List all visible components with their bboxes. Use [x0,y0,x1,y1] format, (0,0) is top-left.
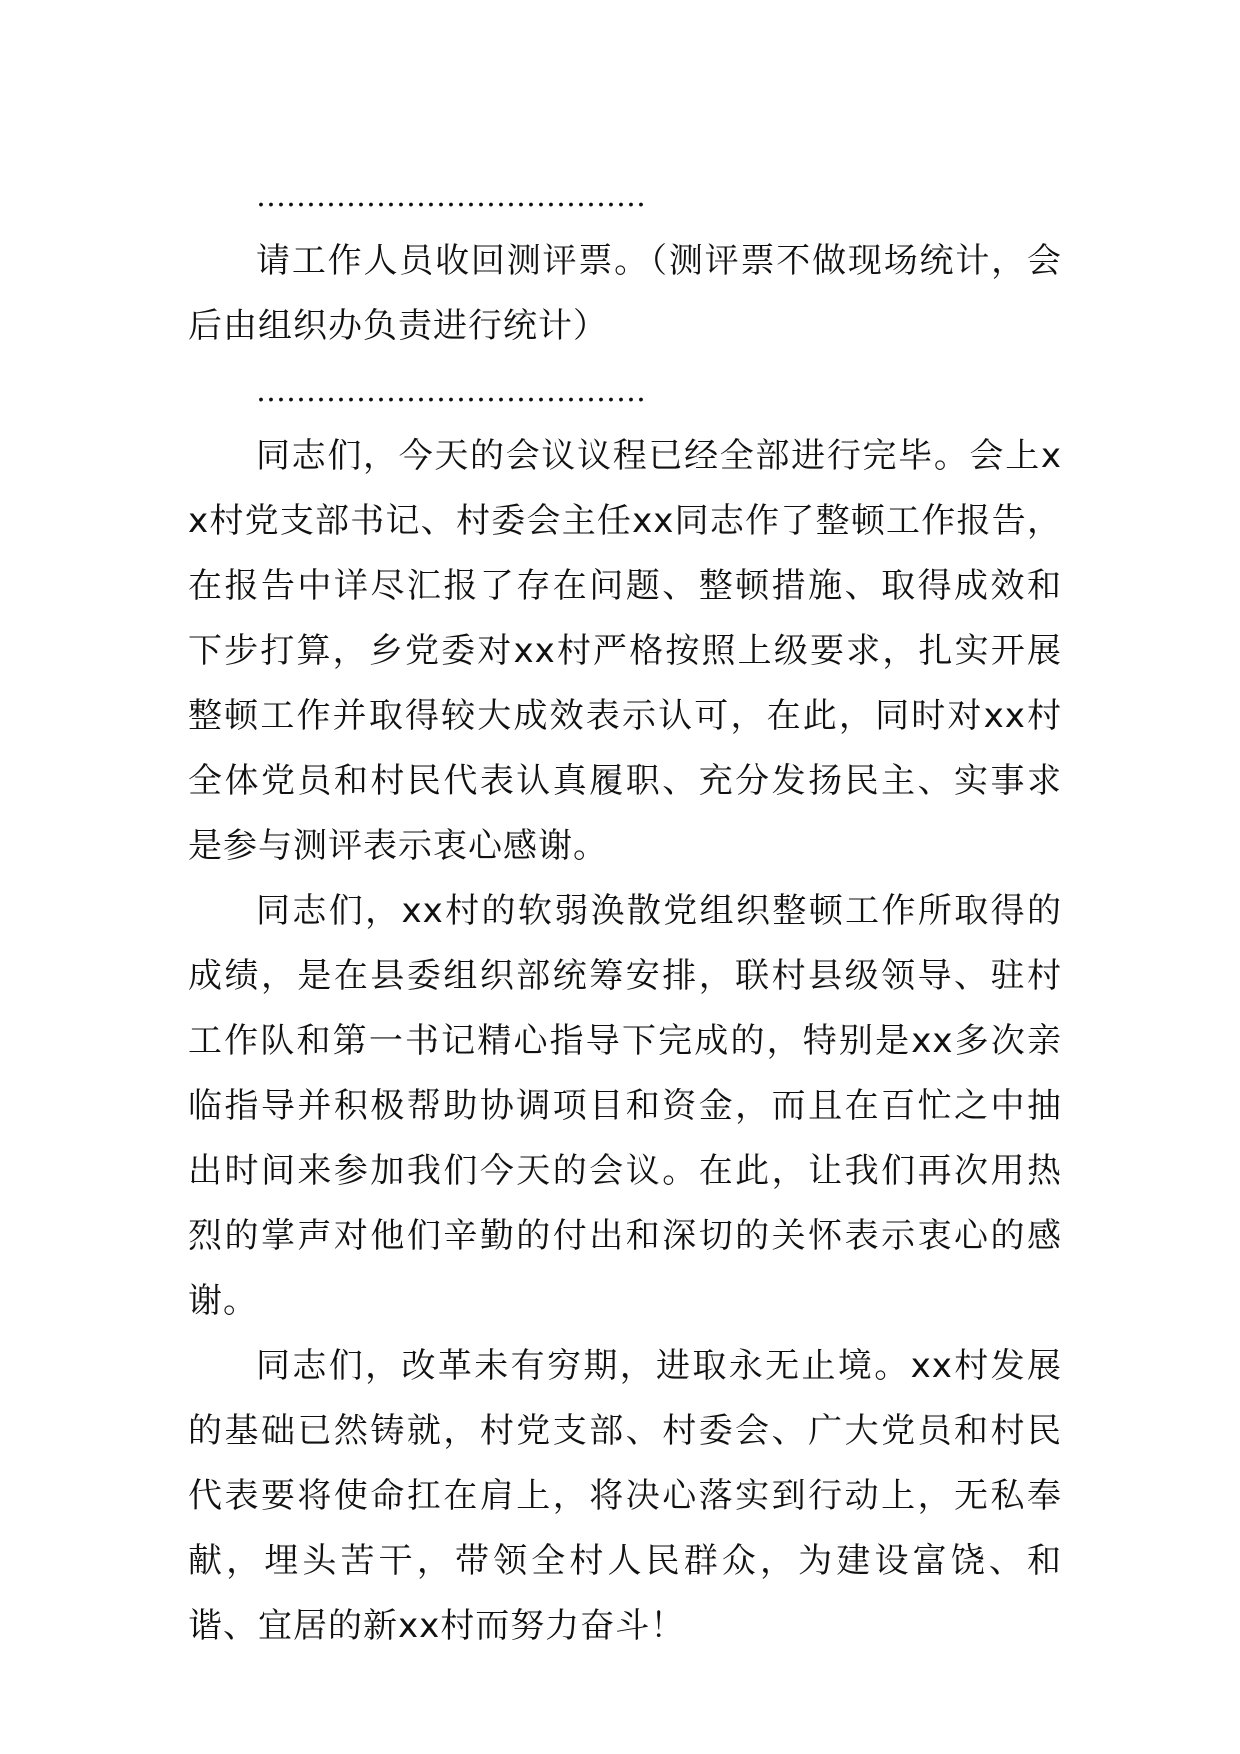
ellipsis-separator-middle: ………………………………… [256,374,646,409]
paragraph-collect-ballots: 请工作人员收回测评票。（测评票不做现场统计，会后由组织办负责进行统计） [188,241,1062,346]
paragraph-thanks-leaders: 同志们，xx村的软弱涣散党组织整顿工作所取得的成绩，是在县委组织部统筹安排，联村县级领导、驻村工作队和第一书记精心指导下完成的，特别是xx多次亲临指导并积极帮助协调项目和资金，而且在百忙之中抽出时间来参加我们今天的会议。在此，让我们再次用热烈的掌声对他们辛勤的付出和深切的关怀表示衷心的感谢。 [188,891,1062,1321]
ellipsis-separator-top: ………………………………… [256,179,646,214]
document-body [188,164,1062,1659]
paragraph-closing-call: 同志们，改革未有穷期，进取永无止境。xx村发展的基础已然铸就，村党支部、村委会、广大党员和村民代表要将使命扛在肩上，将决心落实到行动上，无私奉献，埋头苦干，带领全村人民群众，为建设富饶、和谐、宜居的新xx村而努力奋斗！ [188,1346,1062,1646]
paragraph-meeting-concluded: 同志们，今天的会议议程已经全部进行完毕。会上xx村党支部书记、村委会主任xx同志作了整顿工作报告，在报告中详尽汇报了存在问题、整顿措施、取得成效和下步打算，乡党委对xx村严格按照上级要求，扎实开展整顿工作并取得较大成效表示认可，在此，同时对xx村全体党员和村民代表认真履职、充分发扬民主、实事求是参与测评表示衷心感谢。 [188,436,1062,866]
